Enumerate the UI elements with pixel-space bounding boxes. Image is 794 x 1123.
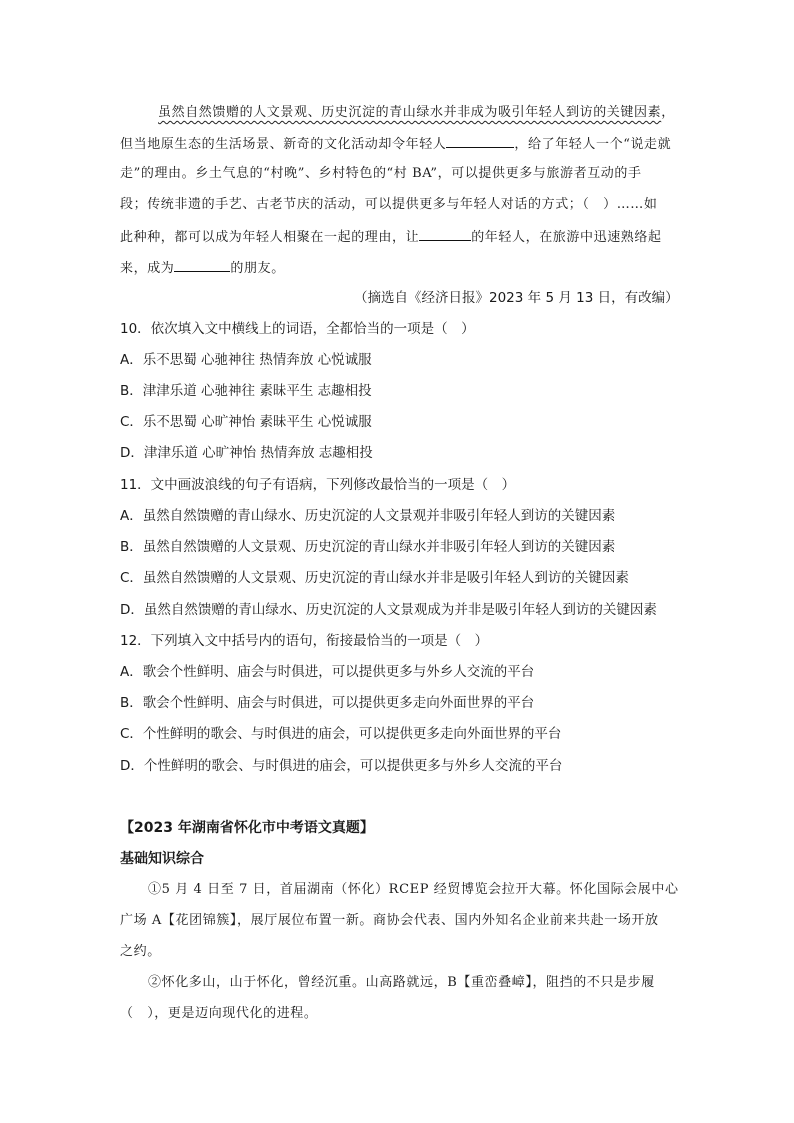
passage-line-4: 段；传统非遗的手艺、古老节庆的活动，可以提供更多与年轻人对话的方式；（ ）……如 (120, 197, 658, 212)
fill-blank-3 (174, 257, 230, 272)
question-10-option-b: B．津津乐道 心驰神往 素昧平生 志趣相投 (120, 383, 372, 399)
passage-line-1: 虽然自然馈赠的人文景观、历史沉淀的青山绿水并非成为吸引年轻人到访的关键因素， (158, 105, 675, 120)
question-12-option-b: B．歌会个性鲜明、庙会与时俱进，可以提供更多走向外面世界的平台 (120, 695, 535, 711)
passage-line-3: 走”的理由。乡土气息的“村晚”、乡村特色的“村 BA”，可以提供更多与旅游者互动的手 (120, 166, 642, 181)
question-11-option-d: D．虽然自然馈赠的青山绿水、历史沉淀的人文景观成为并非是吸引年轻人到访的关键因素 (120, 602, 657, 618)
passage-line-5: 此种种，都可以成为年轻人相聚在一起的理由，让 的年轻人，在旅游中迅速熟络起 (120, 226, 662, 248)
section-para1-line-2: 广场 A【花团锦簇】，展厅展位布置一新。商协会代表、国内外知名企业前来共赴一场开放 (120, 913, 659, 928)
passage-line-2: 但当地原生态的生活场景、新奇的文化活动却令年轻人 ，给了年轻人一个“说走就 (120, 133, 671, 155)
question-10-option-a: A．乐不思蜀 心驰神往 热情奔放 心悦诚服 (120, 352, 372, 368)
question-11-stem: 11．文中画波浪线的句子有语病，下列修改最恰当的一项是（ ） (120, 477, 516, 493)
question-11-option-b: B．虽然自然馈赠的人文景观、历史沉淀的青山绿水并非吸引年轻人到访的关键因素 (120, 539, 616, 555)
section-subtitle: 基础知识综合 (120, 851, 204, 867)
wavy-underlined-sentence: 虽然自然馈赠的人文景观、历史沉淀的青山绿水并非成为吸引年轻人到访的关键因素 (158, 105, 662, 120)
question-12-option-c: C．个性鲜明的歌会、与时俱进的庙会，可以提供更多走向外面世界的平台 (120, 726, 562, 742)
section-title: 【2023 年湖南省怀化市中考语文真题】 (120, 820, 374, 836)
section-para1-line-1: ①5 月 4 日至 7 日，首届湖南（怀化）RCEP 经贸博览会拉开大幕。怀化国际会展中心 (148, 882, 679, 897)
passage-line-6: 来，成为 的朋友。 (120, 257, 285, 279)
question-12-stem: 12．下列填入文中括号内的语句，衔接最恰当的一项是（ ） (120, 633, 489, 649)
question-12-option-d: D．个性鲜明的歌会、与时俱进的庙会，可以提供更多与外乡人交流的平台 (120, 758, 563, 774)
question-11-option-c: C．虽然自然馈赠的人文景观、历史沉淀的青山绿水并非是吸引年轻人到访的关键因素 (120, 570, 629, 586)
fill-blank-2 (419, 226, 471, 241)
question-10-stem: 10．依次填入文中横线上的词语，全都恰当的一项是（ ） (120, 321, 475, 337)
question-10-option-c: C．乐不思蜀 心旷神怡 素昧平生 心悦诚服 (120, 414, 372, 430)
question-12-option-a: A．歌会个性鲜明、庙会与时俱进，可以提供更多与外乡人交流的平台 (120, 664, 535, 680)
section-para1-line-3: 之约。 (120, 944, 161, 959)
section-para2-line-2: （ ），更是迈向现代化的进程。 (120, 1006, 318, 1021)
fill-blank-1 (446, 133, 514, 148)
passage-source: （摘选自《经济日报》2023 年 5 月 13 日，有改编） (354, 290, 679, 306)
section-para2-line-1: ②怀化多山，山于怀化，曾经沉重。山高路就远，B【重峦叠嶂】，阻挡的不只是步履 (148, 975, 655, 990)
question-11-option-a: A．虽然自然馈赠的青山绿水、历史沉淀的人文景观并非吸引年轻人到访的关键因素 (120, 508, 616, 524)
question-10-option-d: D．津津乐道 心旷神怡 热情奔放 志趣相投 (120, 445, 373, 461)
